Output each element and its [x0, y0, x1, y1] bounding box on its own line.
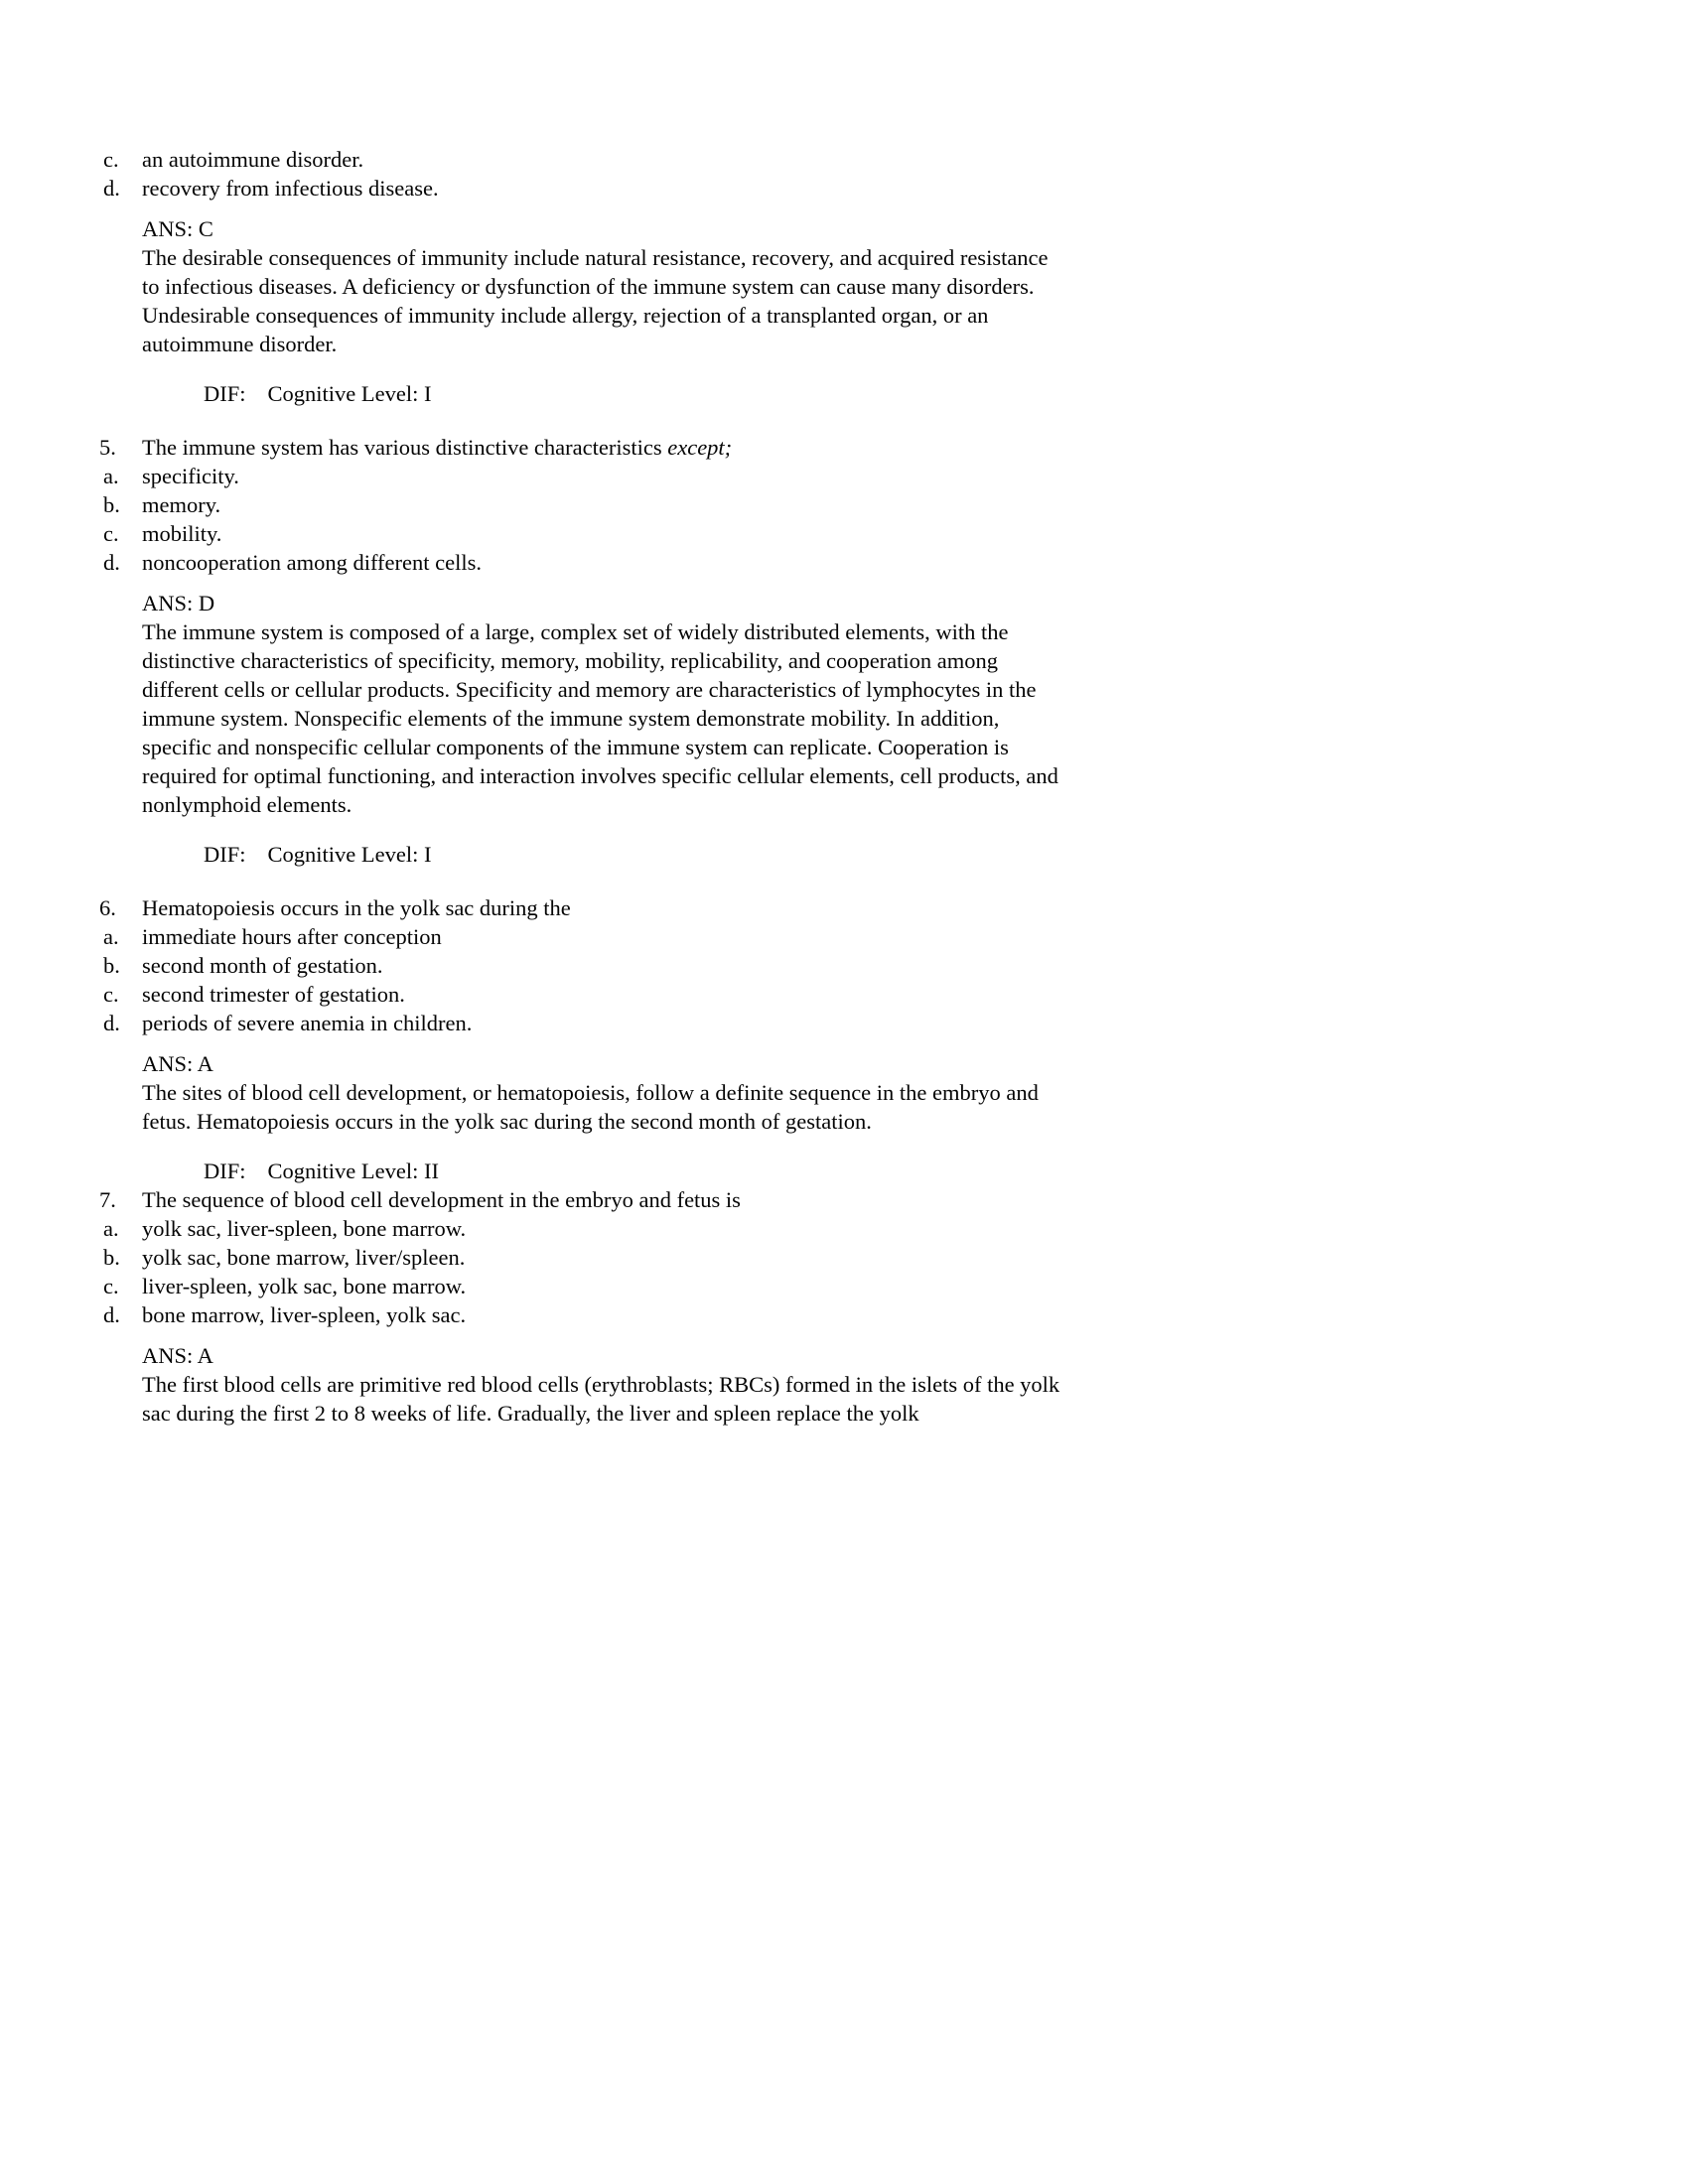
question-number: 6.: [99, 895, 116, 920]
question-text-segment: Hematopoiesis occurs in the yolk sac during the: [142, 895, 571, 920]
option-letter: d.: [103, 1302, 120, 1327]
document-content: [99, 145, 1092, 1428]
answer-rationale: The first blood cells are primitive red blood cells (erythroblasts; RBCs) formed in the islets of the yolk sac during the first 2 to 8 weeks of life. Gradually, the liver and spleen replace the yolk: [142, 1372, 1060, 1426]
option-text: specificity.: [142, 464, 239, 488]
option-text: second trimester of gestation.: [142, 982, 405, 1007]
answer-option: [99, 1243, 1092, 1272]
question-text-segment: The sequence of blood cell development in the embryo and fetus is: [142, 1187, 741, 1212]
answer-option: [99, 922, 1092, 951]
dif-value: Cognitive Level: II: [267, 1159, 439, 1183]
dif-value: Cognitive Level: I: [267, 842, 432, 867]
option-text: yolk sac, liver-spleen, bone marrow.: [142, 1216, 467, 1241]
option-text: mobility.: [142, 521, 222, 546]
question-block: [99, 893, 1092, 1037]
question-text: [142, 893, 1070, 922]
option-letter: c.: [103, 982, 119, 1007]
answer-block: [142, 214, 1067, 358]
answer-label: ANS: A: [142, 1051, 213, 1076]
answer-option: [99, 174, 1092, 203]
option-letter: d.: [103, 176, 120, 201]
option-letter: c.: [103, 521, 119, 546]
option-text: noncooperation among different cells.: [142, 550, 482, 575]
answer-rationale: The sites of blood cell development, or hematopoiesis, follow a definite sequence in the embryo and fetus. Hematopoiesis occurs in the yolk sac during the second month of gestation.: [142, 1080, 1039, 1134]
question-number: 7.: [99, 1187, 116, 1212]
dif-label: DIF:: [204, 381, 246, 406]
option-text: periods of severe anemia in children.: [142, 1011, 473, 1035]
answer-option: [99, 548, 1092, 577]
answer-rationale: The immune system is composed of a large, complex set of widely distributed elements, with the distinctive characteristics of specificity, memory, mobility, replicability, and cooperation among different cells or cellular products. Specificity and memory are characteristics of lymphocytes in the immune system. Nonspecific elements of the immune system demonstrate mobility. In addition, specific and nonspecific cellular components of the immune system can replicate. Cooperation is required for optimal functioning, and interaction involves specific cellular elements, cell products, and nonlymphoid elements.: [142, 619, 1058, 817]
option-text: yolk sac, bone marrow, liver/spleen.: [142, 1245, 466, 1270]
option-text: liver-spleen, yolk sac, bone marrow.: [142, 1274, 467, 1298]
option-text: second month of gestation.: [142, 953, 383, 978]
option-text: an autoimmune disorder.: [142, 147, 364, 172]
option-text: recovery from infectious disease.: [142, 176, 439, 201]
answer-block: [142, 1341, 1067, 1428]
answer-option: [99, 519, 1092, 548]
option-letter: b.: [103, 1245, 120, 1270]
dif-row: [204, 1157, 1092, 1185]
option-letter: b.: [103, 492, 120, 517]
option-letter: c.: [103, 147, 119, 172]
answer-label: ANS: A: [142, 1343, 213, 1368]
option-letter: a.: [103, 464, 119, 488]
dif-value: Cognitive Level: I: [267, 381, 432, 406]
question-text-segment: The immune system has various distinctive characteristics: [142, 435, 668, 460]
answer-block: [142, 1049, 1067, 1136]
option-letter: a.: [103, 1216, 119, 1241]
answer-option: [99, 1009, 1092, 1037]
dif-label: DIF:: [204, 1159, 246, 1183]
question: [99, 433, 1092, 462]
option-letter: c.: [103, 1274, 119, 1298]
option-letter: b.: [103, 953, 120, 978]
options-continuation: [99, 145, 1092, 203]
dif-row: [204, 840, 1092, 869]
question-text-segment: except;: [667, 435, 733, 460]
option-text: bone marrow, liver-spleen, yolk sac.: [142, 1302, 467, 1327]
option-letter: d.: [103, 1011, 120, 1035]
question: [99, 893, 1092, 922]
answer-option: [99, 980, 1092, 1009]
option-text: immediate hours after conception: [142, 924, 442, 949]
answer-option: [99, 1300, 1092, 1329]
question-block: [99, 1185, 1092, 1329]
option-letter: a.: [103, 924, 119, 949]
option-text: memory.: [142, 492, 221, 517]
question-number: 5.: [99, 435, 116, 460]
question-text: [142, 433, 1070, 462]
answer-option: [99, 1214, 1092, 1243]
question: [99, 1185, 1092, 1214]
question-text: [142, 1185, 1070, 1214]
answer-option: [99, 145, 1092, 174]
dif-row: [204, 379, 1092, 408]
answer-option: [99, 951, 1092, 980]
question-block: [99, 433, 1092, 577]
answer-label: ANS: C: [142, 216, 213, 241]
option-letter: d.: [103, 550, 120, 575]
answer-rationale: The desirable consequences of immunity include natural resistance, recovery, and acquired resistance to infectious diseases. A deficiency or dysfunction of the immune system can cause many disorders. Undesirable consequences of immunity include allergy, rejection of a transplanted organ, or an autoimmune disorder.: [142, 245, 1049, 356]
answer-block: [142, 589, 1067, 819]
dif-label: DIF:: [204, 842, 246, 867]
answer-option: [99, 490, 1092, 519]
answer-label: ANS: D: [142, 591, 215, 615]
answer-option: [99, 462, 1092, 490]
answer-option: [99, 1272, 1092, 1300]
